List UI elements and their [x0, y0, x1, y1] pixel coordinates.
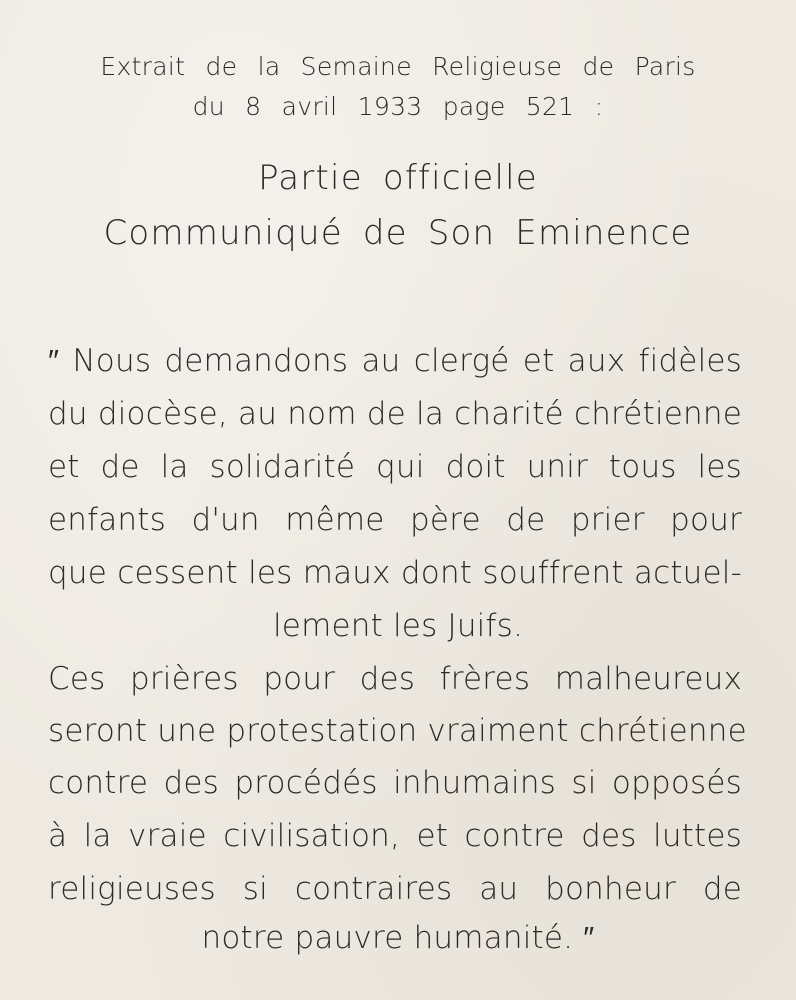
paragraph-1-line: enfants d'un même père de prier pour: [48, 502, 742, 538]
paragraph-2-line: à la vraie civilisation, et contre des luttes: [48, 818, 742, 854]
source-line-1: Extrait de la Semaine Religieuse de Paris: [100, 52, 696, 81]
paragraph-1-line: lement les Juifs.: [272, 608, 524, 644]
paragraph-1-line: que cessent les maux dont souffrent actuel-: [48, 555, 742, 591]
paragraph-2-line: contre des procédés inhumains si opposés: [48, 765, 742, 801]
paragraph-2-line: notre pauvre humanité. ″: [201, 920, 595, 956]
paragraph-2-line: seront une protestation vraiment chrétienne: [48, 713, 747, 749]
paragraph-1-line: ″ Nous demandons au clergé et aux fidèles: [48, 343, 742, 379]
section-heading: Partie officielle: [258, 158, 538, 198]
paragraph-1-line: et de la solidarité qui doit unir tous les: [48, 449, 742, 485]
paragraph-2-line: religieuses si contraires au bonheur de: [48, 871, 742, 907]
paragraph-1-line: du diocèse, au nom de la charité chrétienne: [48, 396, 742, 432]
paragraph-2-line: Ces prières pour des frères malheureux: [48, 661, 742, 697]
source-line-2: du 8 avril 1933 page 521 :: [192, 92, 604, 121]
communique-title: Communiqué de Son Eminence: [103, 213, 693, 253]
